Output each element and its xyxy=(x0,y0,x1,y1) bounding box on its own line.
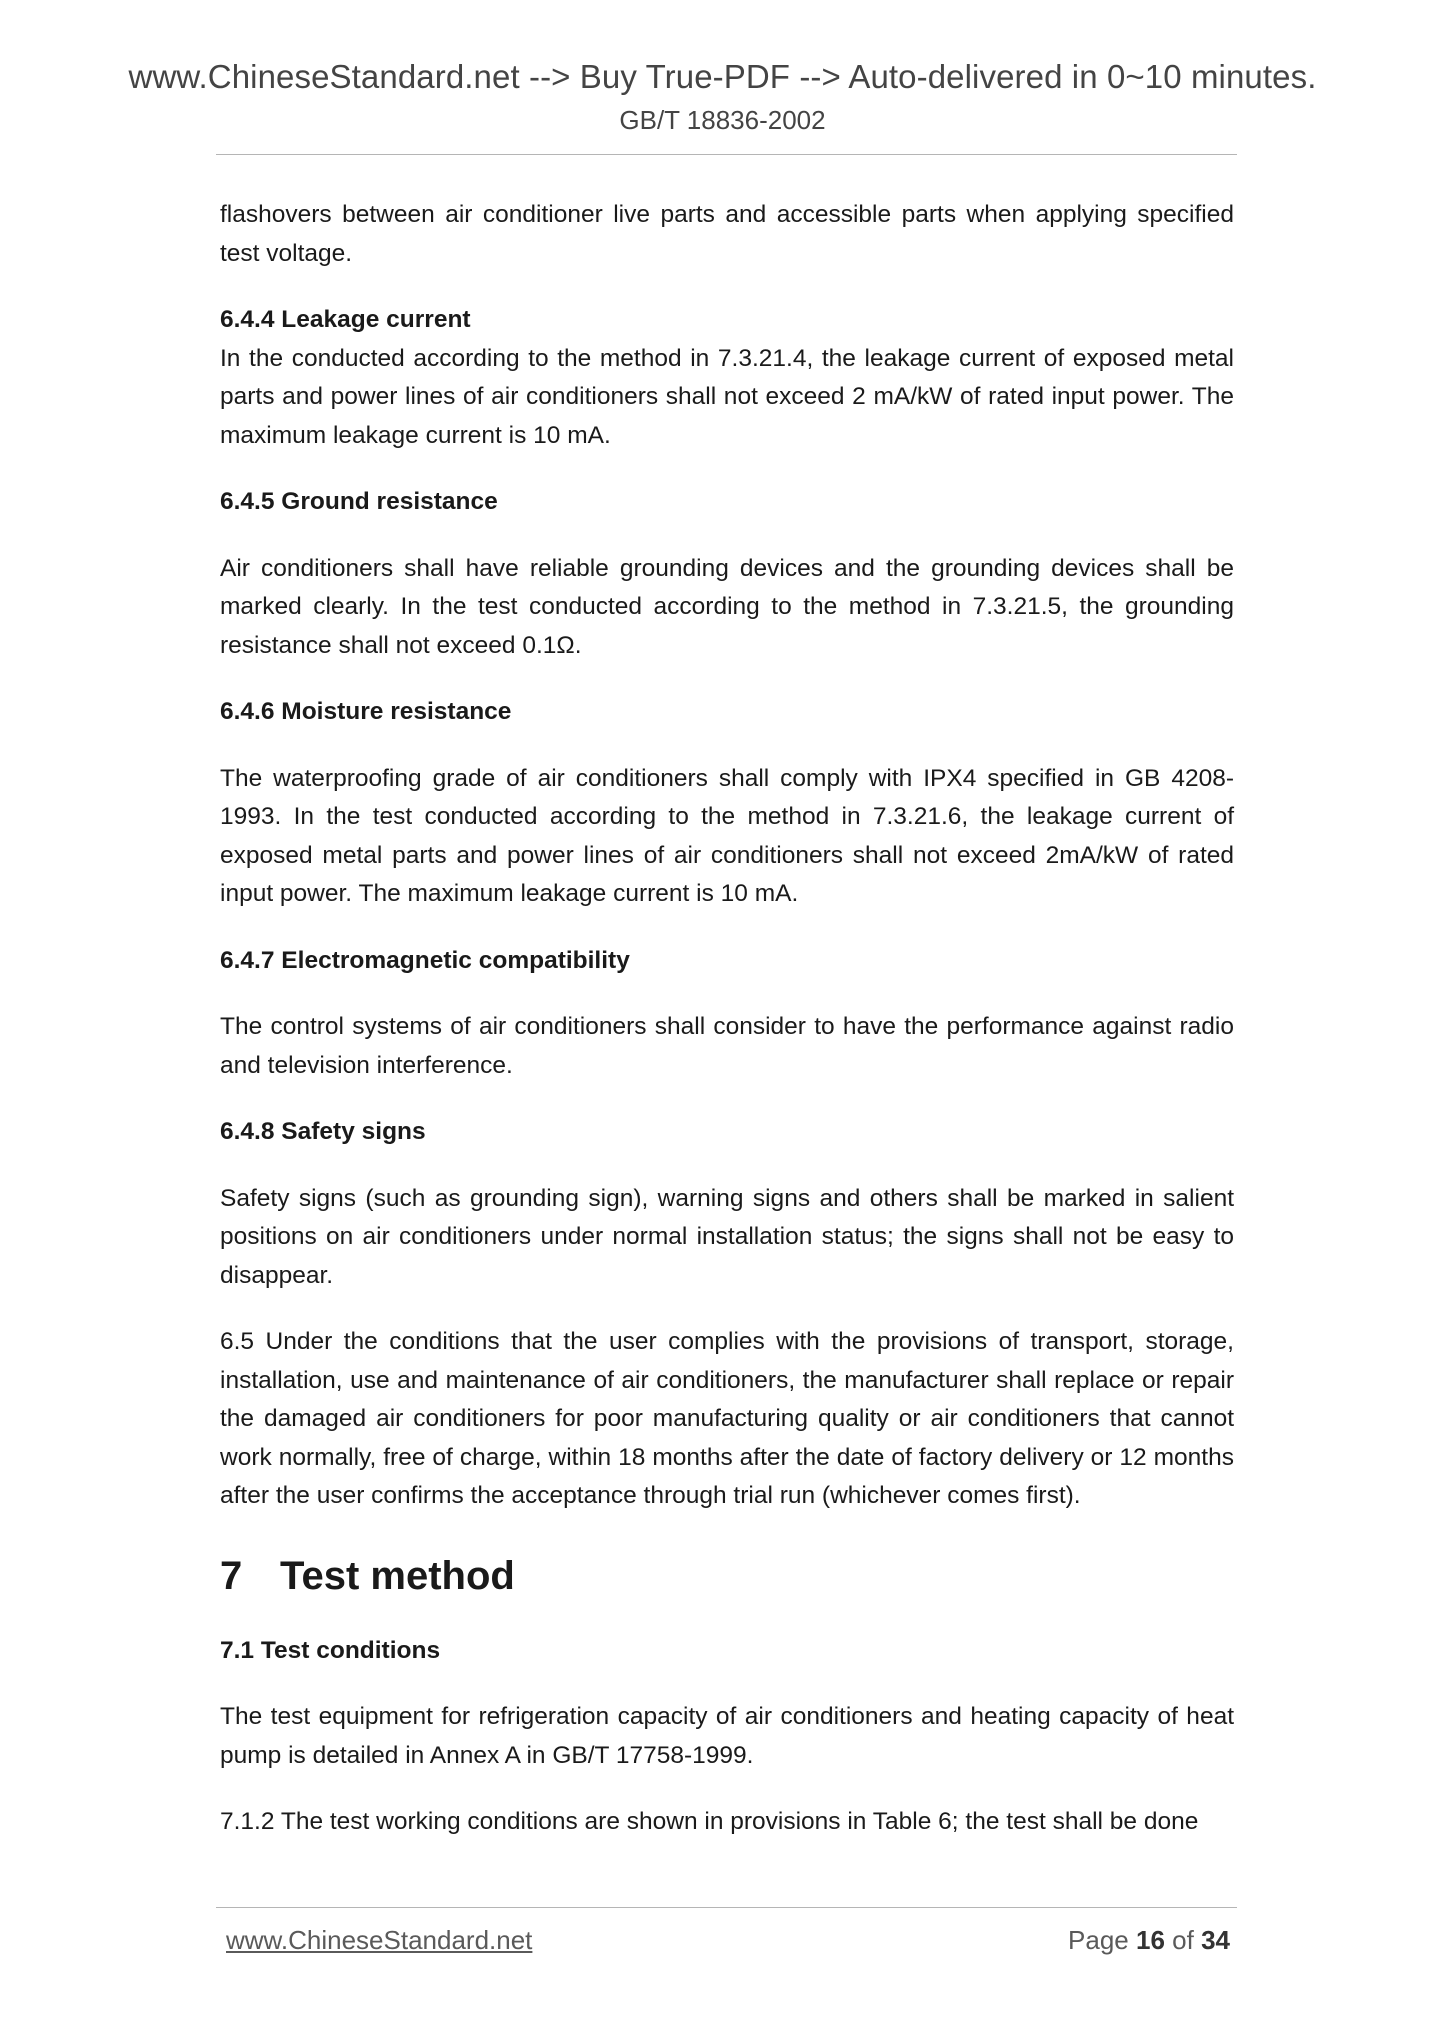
page-of-word: of xyxy=(1172,1925,1194,1955)
section-6-4-8-heading: 6.4.8 Safety signs xyxy=(220,1118,426,1145)
section-6-4-8-text: Safety signs (such as grounding sign), warning signs and others shall be marked in salient positions on air conditioners under normal installation status; the signs shall not be easy to disappear. xyxy=(220,1184,1234,1289)
page-total: 34 xyxy=(1201,1925,1230,1955)
header-divider xyxy=(216,154,1237,155)
footer-divider xyxy=(216,1907,1237,1908)
header-banner[interactable]: www.ChineseStandard.net --> Buy True-PDF --> Auto-delivered in 0~10 minutes. xyxy=(128,58,1317,95)
section-6-4-4-text: In the conducted according to the method in 7.3.21.4, the leakage current of exposed metal parts and power lines of air conditioners shall not exceed 2 mA/kW of rated input power. The maximum leakage current is 10 mA. xyxy=(220,344,1234,449)
section-7-1-text: The test equipment for refrigeration capacity of air conditioners and heating capacity of heat pump is detailed in Annex A in GB/T 17758-1999. xyxy=(220,1703,1234,1769)
page-word: Page xyxy=(1068,1925,1129,1955)
chapter-7-title: Test method xyxy=(280,1553,515,1598)
section-7-1-heading: 7.1 Test conditions xyxy=(220,1636,441,1664)
chapter-7-number: 7 xyxy=(220,1553,243,1598)
section-6-5-text: 6.5 Under the conditions that the user complies with the provisions of transport, storage, installation, use and maintenance of air conditioners, the manufacturer shall replace or repair the damaged air conditioners for poor manufacturing quality or air conditioners that cannot work normally, free of charge, within 18 months after the date of factory delivery or 12 months after the user confirms the acceptance through trial run (whichever comes first). xyxy=(220,1328,1234,1509)
header-standard-number: GB/T 18836-2002 xyxy=(619,105,826,135)
section-6-4-7-heading: 6.4.7 Electromagnetic compatibility xyxy=(220,946,630,974)
section-6-4-5-text: Air conditioners shall have reliable grounding devices and the grounding devices shall be marked clearly. In the test conducted according to the method in 7.3.21.5, the grounding resistance shall not exceed 0.1Ω. xyxy=(220,554,1234,659)
section-6-4-5-heading: 6.4.5 Ground resistance xyxy=(220,488,498,515)
footer-website-link[interactable]: www.ChineseStandard.net xyxy=(226,1925,533,1955)
intro-paragraph: flashovers between air conditioner live parts and accessible parts when applying specified test voltage. xyxy=(220,201,1234,267)
document-body xyxy=(220,196,1234,1842)
section-7-1-2-text: 7.1.2 The test working conditions are shown in provisions in Table 6; the test shall be done xyxy=(220,1808,1199,1835)
section-6-4-4-heading: 6.4.4 Leakage current xyxy=(220,306,471,333)
section-6-4-6-heading: 6.4.6 Moisture resistance xyxy=(220,698,512,725)
page-current: 16 xyxy=(1136,1925,1165,1955)
footer-page-indicator xyxy=(1068,1925,1230,1956)
section-6-4-6-text: The waterproofing grade of air conditioners shall comply with IPX4 specified in GB 4208-1993. In the test conducted according to the method in 7.3.21.6, the leakage current of exposed metal parts and power lines of air conditioners shall not exceed 2mA/kW of rated input power. The maximum leakage current is 10 mA. xyxy=(220,764,1234,907)
chapter-7-heading xyxy=(220,1550,1234,1602)
section-6-4-7-text: The control systems of air conditioners shall consider to have the performance against radio and television interference. xyxy=(220,1013,1234,1079)
